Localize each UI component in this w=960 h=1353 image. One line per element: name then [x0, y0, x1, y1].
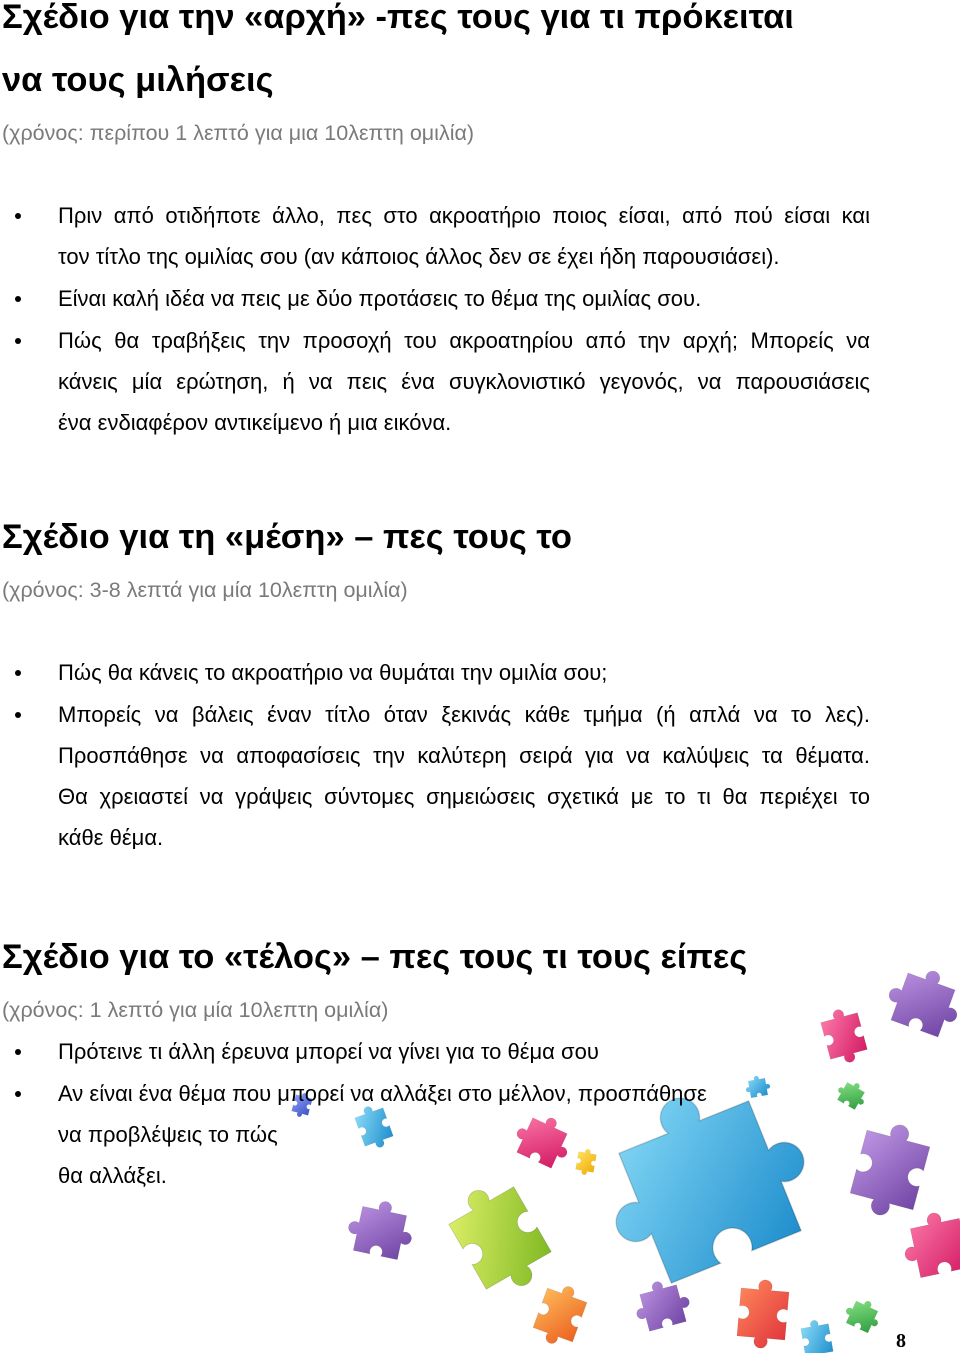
bullet-icon: [15, 1091, 21, 1097]
heading-line: Σχέδιο για το «τέλος» – πες τους τι τους είπες: [2, 938, 748, 976]
bullet-icon: [15, 712, 21, 718]
bullet-icon: [15, 213, 21, 219]
puzzle-piece-orange: [530, 1280, 590, 1351]
section-heading: [2, 940, 747, 974]
time-note: (χρόνος: 3-8 λεπτά για μία 10λεπτη ομιλία): [2, 578, 408, 602]
puzzle-piece-purple: [881, 960, 960, 1041]
list-item: [58, 1031, 870, 1072]
time-note: (χρόνος: περίπου 1 λεπτό για μια 10λεπτη ομιλία): [2, 121, 475, 145]
bullet-list: [58, 195, 870, 443]
list-item: [58, 320, 870, 443]
list-item-line: κάθε θέμα.: [58, 825, 164, 850]
time-note: (χρόνος: 1 λεπτό για μία 10λεπτη ομιλία): [2, 998, 389, 1022]
list-item-line: να προβλέψεις το πώς: [58, 1122, 278, 1147]
list-item-line: Πώς θα κάνεις το ακροατήριο να θυμάται την ομιλία σου;: [58, 660, 608, 685]
list-item-line: Αν είναι ένα θέμα που μπορεί να αλλάξει στο μέλλον, προσπάθησε: [58, 1081, 707, 1106]
bullet-icon: [15, 670, 21, 676]
list-item: [58, 1073, 870, 1196]
puzzle-piece-pink: [898, 1206, 960, 1280]
list-item: [58, 195, 870, 277]
list-item: [58, 278, 870, 319]
list-item-line: κάνεις μία ερώτηση, ή να πεις ένα συγκλονιστικό γεγονός, να παρουσιάσεις: [58, 369, 870, 394]
list-item-line: Προσπάθησε να αποφασίσεις την καλύτερη σειρά για να καλύψεις τα θέματα.: [58, 743, 870, 768]
list-item-line: Είναι καλή ιδέα να πεις με δύο προτάσεις το θέμα της ομιλίας σου.: [58, 286, 702, 311]
list-item-line: Θα χρειαστεί να γράψεις σύντομες σημειώσεις σχετικά με το τι θα περιέχει το: [58, 784, 870, 809]
list-item: [58, 652, 870, 693]
puzzle-piece-cyan: [800, 1318, 834, 1353]
bullet-list: [58, 652, 870, 858]
list-item-line: Πώς θα τραβήξεις την προσοχή του ακροατηρίου από την αρχή; Μπορείς να: [58, 328, 870, 353]
page-number: 8: [896, 1330, 906, 1352]
puzzle-piece-purple: [344, 1195, 418, 1262]
bullet-icon: [15, 296, 21, 302]
bullet-list: [58, 1031, 870, 1196]
puzzle-piece-red: [736, 1278, 790, 1350]
puzzle-piece-purple: [630, 1275, 694, 1333]
list-item-line: θα αλλάξει.: [58, 1163, 167, 1188]
list-item-line: τον τίτλο της ομιλίας σου (αν κάποιος άλλος δεν σε έχει ήδη παρουσιάσει).: [58, 244, 780, 269]
puzzle-piece-green: [841, 1294, 884, 1335]
section-heading: [2, 0, 794, 97]
list-item: [58, 694, 870, 858]
list-item-line: Μπορείς να βάλεις έναν τίτλο όταν ξεκινάς κάθε τμήμα (ή απλά να το λες).: [58, 702, 870, 727]
heading-line: Σχέδιο για τη «μέση» – πες τους το: [2, 518, 572, 556]
list-item-line: Πριν από οτιδήποτε άλλο, πες στο ακροατήριο ποιος είσαι, από πού είσαι και: [58, 203, 870, 228]
bullet-icon: [15, 1049, 21, 1055]
heading-line: να τους μιλήσεις: [2, 61, 274, 99]
list-item-line: Πρότεινε τι άλλη έρευνα μπορεί να γίνει για το θέμα σου: [58, 1039, 599, 1064]
section-heading: [2, 520, 572, 554]
heading-line: Σχέδιο για την «αρχή» -πες τους για τι πρόκειται: [2, 0, 794, 36]
bullet-icon: [15, 338, 21, 344]
list-item-line: ένα ενδιαφέρον αντικείμενο ή μια εικόνα.: [58, 410, 452, 435]
